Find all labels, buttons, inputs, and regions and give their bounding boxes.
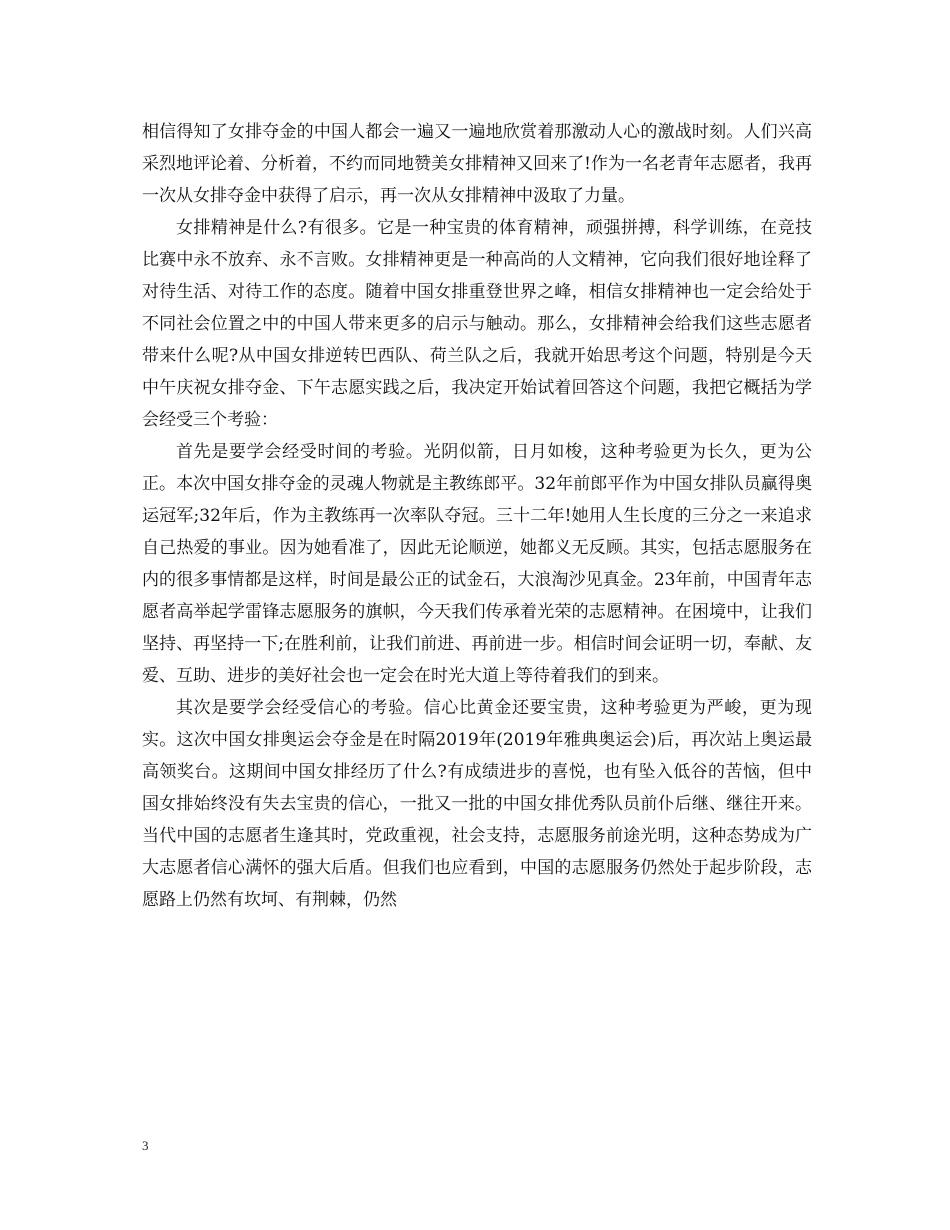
page-number: 3 [142, 1138, 149, 1153]
paragraph-3: 首先是要学会经受时间的考验。光阴似箭，日月如梭，这种考验更为长久，更为公正。本次中国女排夺金的灵魂人物就是主教练郎平。32年前郎平作为中国女排队员赢得奥运冠军;32年后，作为主教练再一次率队夺冠。三十二年!她用人生长度的三分之一来追求自己热爱的事业。因为她看准了，因此无论顺逆，她都义无反顾。其实，包括志愿服务在内的很多事情都是这样，时间是最公正的试金石，大浪淘沙见真金。23年前，中国青年志愿者高举起学雷锋志愿服务的旗帜，今天我们传承着光荣的志愿精神。在困境中，让我们坚持、再坚持一下;在胜利前，让我们前进、再前进一步。相信时间会证明一切，奉献、友爱、互助、进步的美好社会也一定会在时光大道上等待着我们的到来。 [142, 442, 812, 686]
paragraph-2: 女排精神是什么?有很多。它是一种宝贵的体育精神，顽强拼搏，科学训练，在竞技比赛中永不放弃、永不言败。女排精神更是一种高尚的人文精神，它向我们很好地诠释了对待生活、对待工作的态度。随着中国女排重登世界之峰，相信女排精神也一定会给处于不同社会位置之中的中国人带来更多的启示与触动。那么，女排精神会给我们这些志愿者带来什么呢?从中国女排逆转巴西队、荷兰队之后，我就开始思考这个问题，特别是今天中午庆祝女排夺金、下午志愿实践之后，我决定开始试着回答这个问题，我把它概括为学会经受三个考验： [142, 218, 812, 430]
body-text [142, 116, 812, 916]
paragraph-1: 相信得知了女排夺金的中国人都会一遍又一遍地欣赏着那激动人心的激战时刻。人们兴高采烈地评论着、分析着，不约而同地赞美女排精神又回来了!作为一名老青年志愿者，我再一次从女排夺金中获得了启示，再一次从女排精神中汲取了力量。 [142, 122, 812, 206]
paragraph-4: 其次是要学会经受信心的考验。信心比黄金还要宝贵，这种考验更为严峻，更为现实。这次中国女排奥运会夺金是在时隔2019年(2019年雅典奥运会)后，再次站上奥运最高领奖台。这期间中国女排经历了什么?有成绩进步的喜悦，也有坠入低谷的苦恼，但中国女排始终没有失去宝贵的信心，一批又一批的中国女排优秀队员前仆后继、继往开来。当代中国的志愿者生逢其时，党政重视，社会支持，志愿服务前途光明，这种态势成为广大志愿者信心满怀的强大后盾。但我们也应看到，中国的志愿服务仍然处于起步阶段，志愿路上仍然有坎坷、有荆棘，仍然 [142, 698, 812, 910]
